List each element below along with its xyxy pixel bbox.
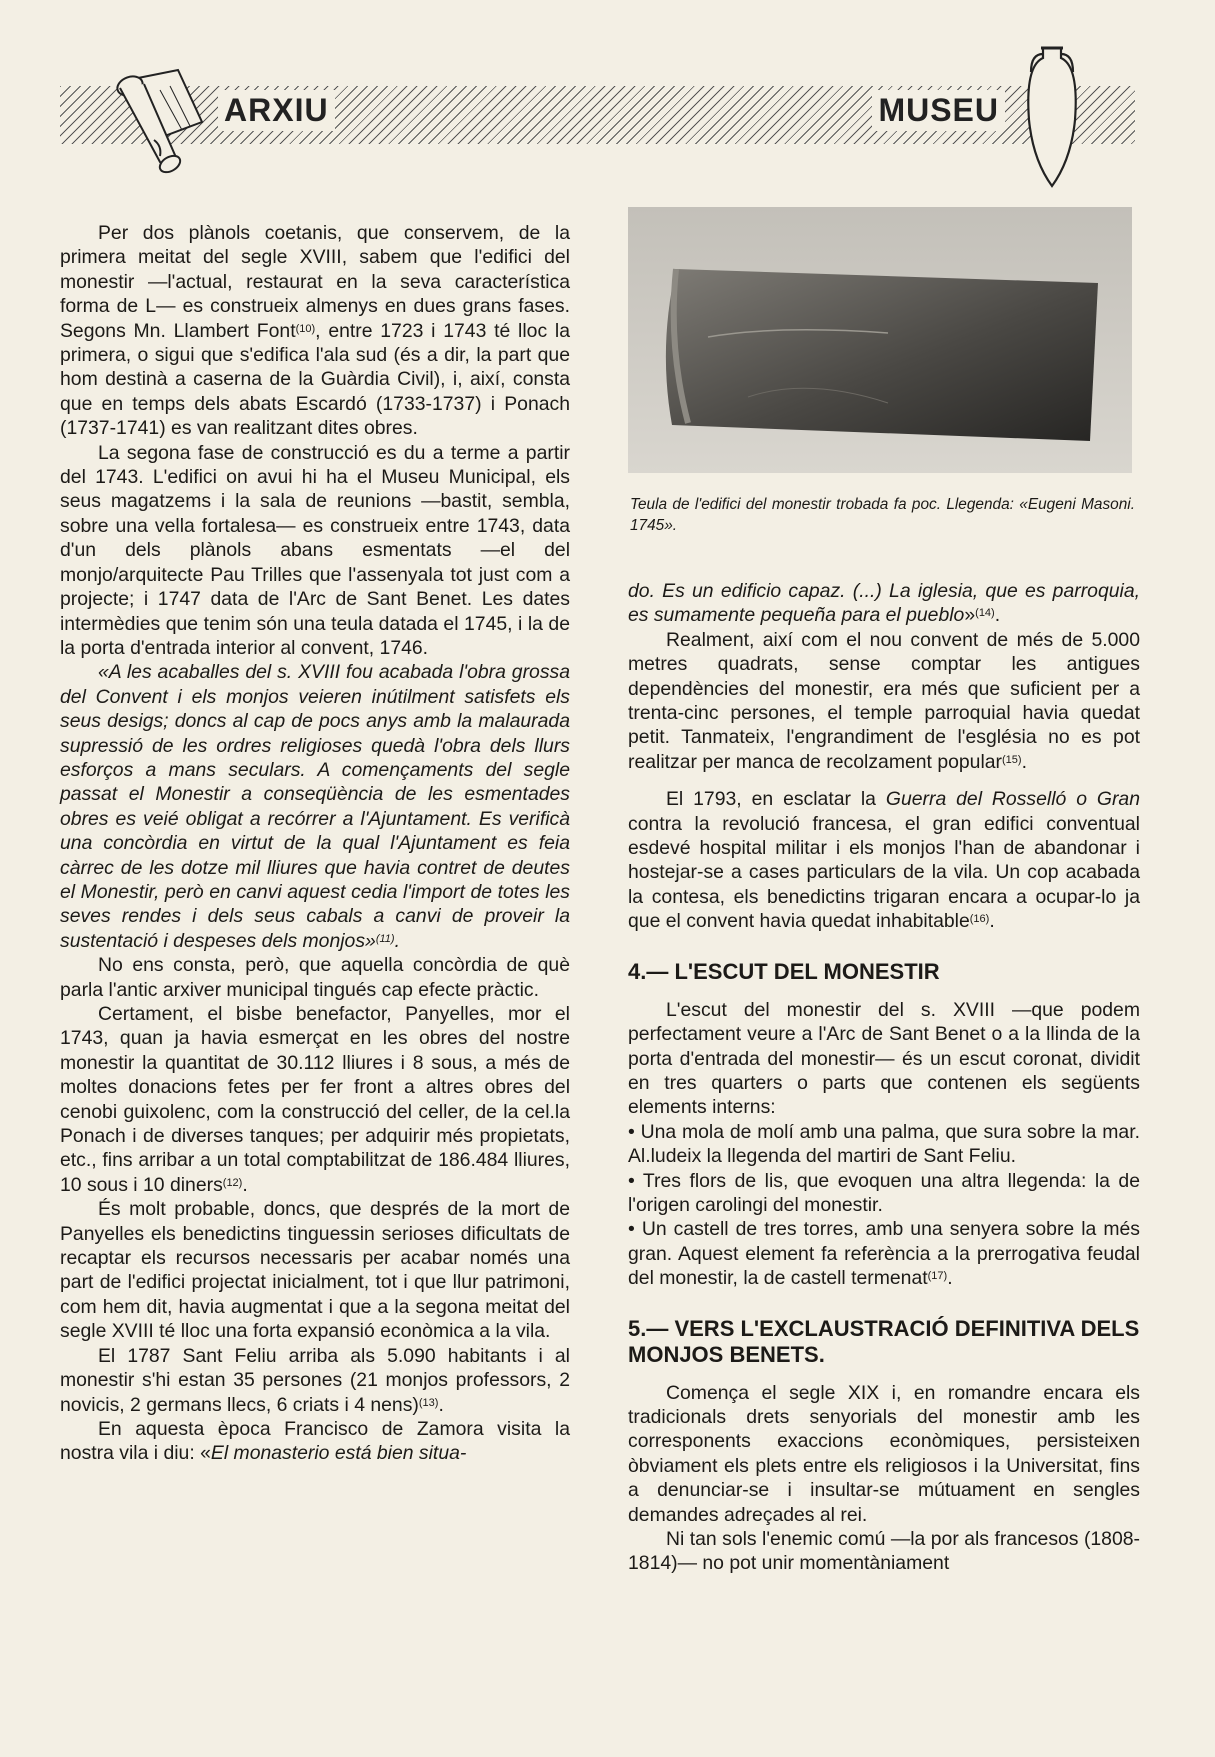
quote-paragraph: «A les acaballes del s. XVIII fou acabada l'obra grossa del Convent i els monjos veieren inútilment satisfets els seus desigs; doncs al cap de pocs anys amb la malaurada supressió de les ordres religioses quedà l'obra dels llurs esforços a mans seculars. A començaments del segle passat el Monestir a conseqüència de les esmentades obres es veié obligat a recórrer a l'Ajuntament. Es verificà una concòrdia en virtut de la qual l'Ajuntament es feia càrrec de les dotze mil lliures que havia contret de deutes el Monestir, però en canvi aquest cedia l'import de totes les seves rendes i dels seus cabals a canvi de proveir la sustentació i despeses dels monjos»$^{(11)}$. xyxy=(60,661,570,952)
paragraph: És molt probable, doncs, que després de la mort de Panyelles els benedictins tinguessin serioses dificultats de recaptar els recursos necessaris per acabar només una part de l'edifici projectat inicialment, tot i que llur patrimoni, com hem dit, havia augmentat i que a la segona meitat del segle XVIII té lloc una forta expansió econòmica a la vila. xyxy=(60,1198,570,1343)
paragraph: Per dos plànols coetanis, que conservem, de la primera meitat del segle XVIII, sabem que l'edifici del monestir —l'actual, restaurat en la seva característica forma de L— es construeix almenys en dues grans fases. Segons Mn. Llambert Font$^{(10)}$, entre 1723 i 1743 té lloc la primera, o sigui que s'edifica l'ala sud (és a dir, la part que hom destinà a caserna de la Guàrdia Civil), i, així, consta que en temps dels abats Escardó (1733-1737) i Ponach (1737-1741) es van realitzant dites obres. xyxy=(60,222,570,440)
list-item: • Una mola de molí amb una palma, que sura sobre la mar. Al.ludeix la llegenda del martiri de Sant Feliu. xyxy=(628,1120,1140,1168)
photo-caption: Teula de l'edifici del monestir trobada fa poc. Llegenda: «Eugeni Masoni. 1745». xyxy=(630,496,1135,534)
paragraph: No ens consta, però, que aquella concòrdia de què parla l'antic arxiver municipal tingués cap efecte pràctic. xyxy=(60,954,570,1001)
tile-photo xyxy=(628,207,1132,473)
paragraph: do. Es un edificio capaz. (...) La iglesia, que es parroquia, es sumamente pequeña para el pueblo»$^{(14)}$. xyxy=(628,580,1140,627)
scroll-icon xyxy=(90,66,220,174)
left-column xyxy=(60,221,570,1466)
paragraph: En aquesta època Francisco de Zamora visita la nostra vila i diu: «El monasterio está bien situa- xyxy=(60,1417,570,1465)
right-column xyxy=(628,579,1140,1576)
header-museu: MUSEU xyxy=(872,90,1005,131)
paragraph: Realment, així com el nou convent de més de 5.000 metres quadrats, sense comptar les antigues dependències del monestir, era més que suficient per a trenta-cinc persones, el temple parroquial havia quedat petit. Tanmateix, l'engrandiment de l'església no es pot realitzar per manca de recolzament popular$^{(15)}$. xyxy=(628,628,1140,773)
section-heading-4: 4.— L'ESCUT DEL MONESTIR xyxy=(628,958,940,984)
roof-tile-image xyxy=(628,207,1132,473)
header-arxiu: ARXIU xyxy=(218,90,335,131)
list-item: • Tres flors de lis, que evoquen una altra llegenda: la de l'origen carolingi del monestir. xyxy=(628,1169,1140,1216)
paragraph: Certament, el bisbe benefactor, Panyelles, mor el 1743, quan ja havia esmerçat en les obres del nostre monestir la quantitat de 30.112 lliures i 8 sous, a més de moltes donacions fetes per fer front a altres obres del cenobi guixolenc, com la construcció del celler, de la cel.la Ponach i de diverses tanques; per adquirir més propietats, etc., fins arribar a un total comptabilitzat de 186.484 lliures, 10 sous i 10 diners$^{(12)}$. xyxy=(60,1003,570,1196)
header-banner xyxy=(60,78,1135,148)
paragraph: El 1787 Sant Feliu arriba als 5.090 habitants i al monestir s'hi estan 35 persones (21 monjos professors, 2 novicis, 2 germans llecs, 6 criats i 4 nens)$^{(13)}$. xyxy=(60,1344,570,1416)
paragraph: El 1793, en esclatar la Guerra del Rosselló o Gran contra la revolució francesa, el gran edifici conventual esdevé hospital militar i els monjos l'han de abandonar i hostejar-se a cases particulars de la vila. Un cop acabada la contesa, els benedictins trigaran encara a ocupar-lo ja que el convent havia quedat inhabitable$^{(16)}$. xyxy=(628,788,1140,933)
paragraph: Ni tan sols l'enemic comú —la por als francesos (1808-1814)— no pot unir momentàniament xyxy=(628,1528,1140,1575)
list-item: • Un castell de tres torres, amb una senyera sobre la més gran. Aquest element fa referència a la prerrogativa feudal del monestir, la de castell termenat$^{(17)}$. xyxy=(628,1218,1140,1290)
amphora-icon xyxy=(1021,42,1083,190)
paragraph: La segona fase de construcció es du a terme a partir del 1743. L'edifici on avui hi ha el Museu Municipal, els seus magatzems i la sala de reunions —bastit, sembla, sobre una vella fortalesa— es construeix entre 1743, data d'un dels plànols abans esmentats —el del monjo/arquitecte Pau Trilles que l'assenyala tot just com a projecte; i 1747 data de l'Arc de Sant Benet. Les dates intermèdies que tenim són una teula datada el 1745, i la de la porta d'entrada interior al convent, 1746. xyxy=(60,441,570,659)
section-heading-5: 5.— VERS L'EXCLAUSTRACIÓ DEFINITIVA DELS MONJOS BENETS. xyxy=(628,1315,1140,1367)
paragraph: Comença el segle XIX i, en romandre encara els tradicionals drets senyorials del monestir amb les corresponents exaccions econòmiques, persisteixen òbviament els plets entre els religiosos i la Universitat, fins a denunciar-se i insultar-se mútuament en sengles demandes adreçades al rei. xyxy=(628,1381,1140,1526)
paragraph: L'escut del monestir del s. XVIII —que podem perfectament veure a l'Arc de Sant Benet o a la llinda de la porta d'entrada del monestir— és un escut coronat, dividit en tres quarters o parts que contenen els següents elements interns: xyxy=(628,998,1140,1119)
